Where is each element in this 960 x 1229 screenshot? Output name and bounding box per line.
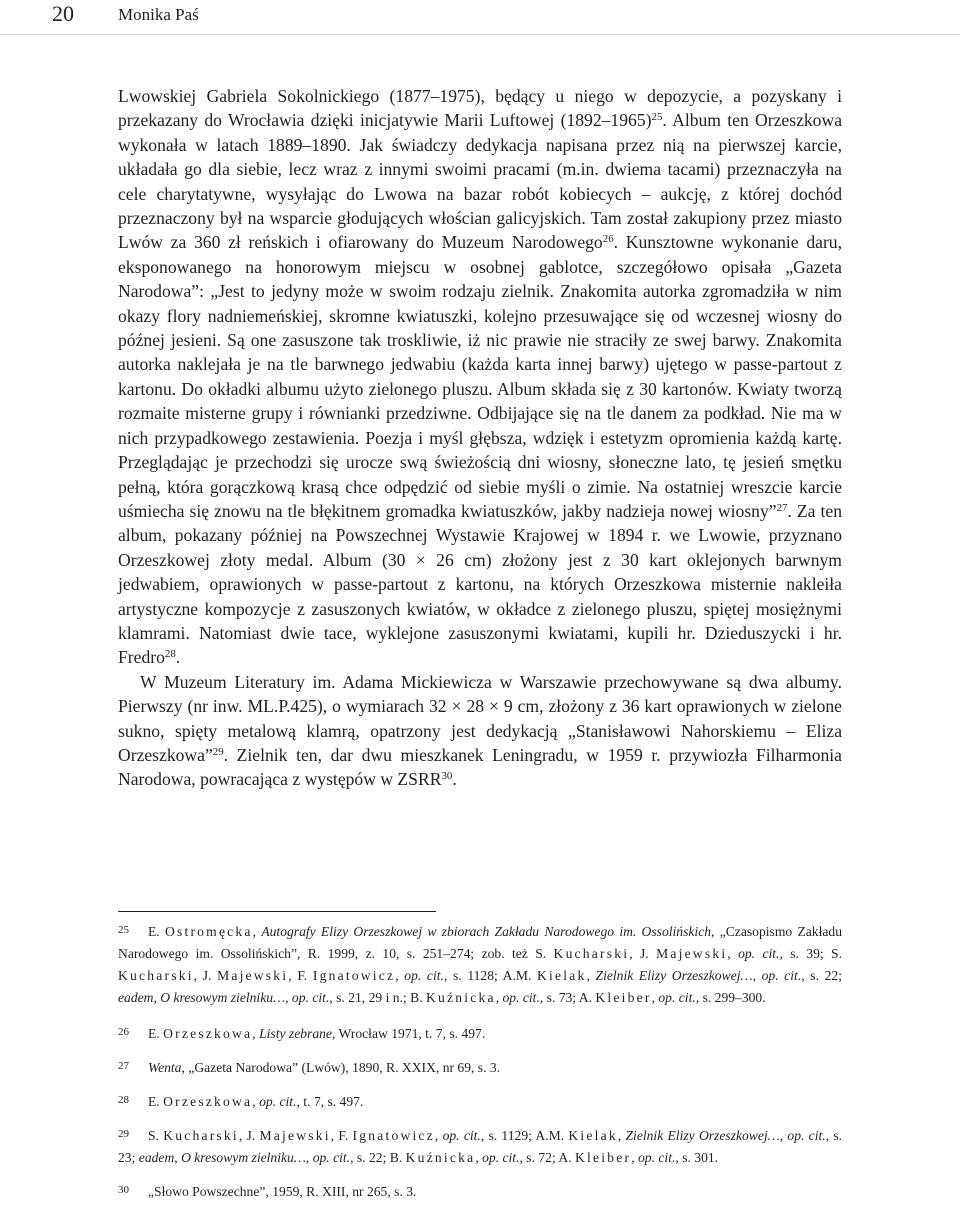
running-head-author: Monika Paś — [118, 5, 199, 24]
footnote-number: 25 — [118, 924, 129, 936]
footnote: 28 E. Orzeszkowa, op. cit., t. 7, s. 497. — [118, 1089, 842, 1113]
footnote-ref: 26 — [602, 233, 614, 246]
footnote: 27 Wenta, „Gazeta Narodowa” (Lwów), 1890, R. XXIX, nr 69, s. 3. — [118, 1055, 842, 1079]
page-header — [0, 0, 960, 35]
footnote: 29 S. Kucharski, J. Majewski, F. Ignatowicz, op. cit., s. 1129; A.M. Kielak, Zielnik Elizy Orzeszkowej…, op. cit., s. 23; eadem, O kresowym zielniku…, op. cit., s. 22; B. Kuźnicka, op. cit., s. 72; A. Kleiber, op. cit., s. 301. — [118, 1123, 842, 1169]
paragraph: Lwowskiej Gabriela Sokolnickiego (1877–1975), będący u niego w depozycie, a pozyskany i przekazany do Wrocławia dzięki inicjatywie Marii Luftowej (1892–1965)$^{25}$. Album ten Orzeszkowa wykonała w latach 1889–1890. Jak świadczy dedykacja napisana przez nią na pierwszej karcie, układała go dla siebie, lecz wraz z innymi swoimi pracami (m.in. dwiema tacami) przeznaczyła na cele charytatywne, wysyłając do Lwowa na bazar robót kobiecych – aukcję, z której dochód przeznaczony był na wsparcie głodujących włościan galicyjskich. Tam został zakupiony przez miasto Lwów za 360 zł reńskich i ofiarowany do Muzeum Narodowego$^{26}$. Kunsztowne wykonanie daru, eksponowanego na honorowym miejscu w osobnej gablotce, szczegółowo opisała „Gazeta Narodowa”: „Jest to jedyny może w swoim rodzaju zielnik. Znakomita autorka zgromadziła w nim okazy flory nadniemeńskiej, skromne kwiatuszki, kolejno przesuwające się od wczesnej wiosny do późnej jesieni. Są one zasuszone tak troskliwie, iż nic prawie nie straciły ze swej barwy. Znakomita autorka naklejała je na tle barwnego jedwabiu (każda karta innej barwy) ujętego w passe-partout z kartonu. Do okładki albumu użyto zielonego pluszu. Album składa się z 30 kartonów. Kwiaty tworzą rozmaite misterne grupy i równianki przedziwne. Odbijające się na tle danem za podkład. Nie ma w nich przypadkowego zestawienia. Poezja i myśl głębsza, wdzięk i estetyzm opromienia każdą kartę. Przeglądając je przechodzi się urocze swą świeżością dni wiosny, słoneczne lato, tę jesień smętku pełną, która gorączkową krasą chce odpędzić od siebie myśli o zimie. Na ostatniej wreszcie karcie uśmiecha się znowu na tle błękitnem gromadka kwiatuszków, jakby nadzieja nowej wiosny”$^{27}$. Za ten album, pokazany później na Powszechnej Wystawie Krajowej w 1894 r. we Lwowie, przyznano Orzeszkowej złoty medal. Album (30 × 26 cm) złożony jest z 30 kart oklejonych barwnym jedwabiem, oprawionych w passe-partout z kartonu, na których Orzeszkowa misternie nakleiła artystyczne kompozycje z zasuszonych kwiatów, w okładce z zielonego pluszu, spiętej mosiężnymi klamrami. Natomiast dwie tace, wyklejone zasuszonymi kwiatami, kupili hr. Dzieduszycki i hr. Fredro$^{28}$. — [118, 86, 842, 668]
footnote-ref: 27 — [776, 501, 788, 514]
footnote-ref: 29 — [212, 745, 224, 758]
footnote: 25 E. Ostromęcka, Autografy Elizy Orzeszkowej w zbiorach Zakładu Narodowego im. Ossolińskich, „Czasopismo Zakładu Narodowego im. Ossolińskich”, R. 1999, z. 10, s. 251–274; zob. też S. Kucharski, J. Majewski, op. cit., s. 39; S. Kucharski, J. Majewski, F. Ignatowicz, op. cit., s. 1128; A.M. Kielak, Zielnik Elizy Orzeszkowej…, op. cit., s. 22; eadem, O kresowym zielniku…, op. cit., s. 21, 29 i n.; B. Kuźnicka, op. cit., s. 73; A. Kleiber, op. cit., s. 299–300. — [118, 919, 842, 1009]
footnote-separator — [118, 911, 436, 912]
paragraph: W Muzeum Literatury im. Adama Mickiewicza w Warszawie przechowywane są dwa albumy. Pierwszy (nr inw. ML.P.425), o wymiarach 32 × 28 × 9 cm, złożony z 36 kart oprawionych w zielone sukno, spięty metalową klamrą, opatrzony jest dedykacją „Stanisławowi Nahorskiemu – Eliza Orzeszkowa”$^{29}$. Zielnik ten, dar dwu mieszkanek Leningradu, w 1959 r. przywiozła Filharmonia Narodowa, powracająca z występów w ZSRR$^{30}$. — [118, 671, 842, 790]
footnote-number: 27 — [118, 1060, 129, 1072]
footnote-number: 26 — [118, 1026, 129, 1038]
footnote-ref: 25 — [651, 111, 663, 124]
footnote-number: 28 — [118, 1094, 129, 1106]
footnote-number: 30 — [118, 1184, 129, 1196]
main-text — [118, 84, 842, 792]
footnote: 30 „Słowo Powszechne”, 1959, R. XIII, nr 265, s. 3. — [118, 1179, 842, 1203]
footnote-number: 29 — [118, 1128, 129, 1140]
footnote-ref: 30 — [441, 770, 453, 783]
footnotes — [118, 919, 842, 1203]
footnote-ref: 28 — [164, 648, 176, 661]
page-number: 20 — [52, 1, 74, 26]
footnote: 26 E. Orzeszkowa, Listy zebrane, Wrocław 1971, t. 7, s. 497. — [118, 1021, 842, 1045]
